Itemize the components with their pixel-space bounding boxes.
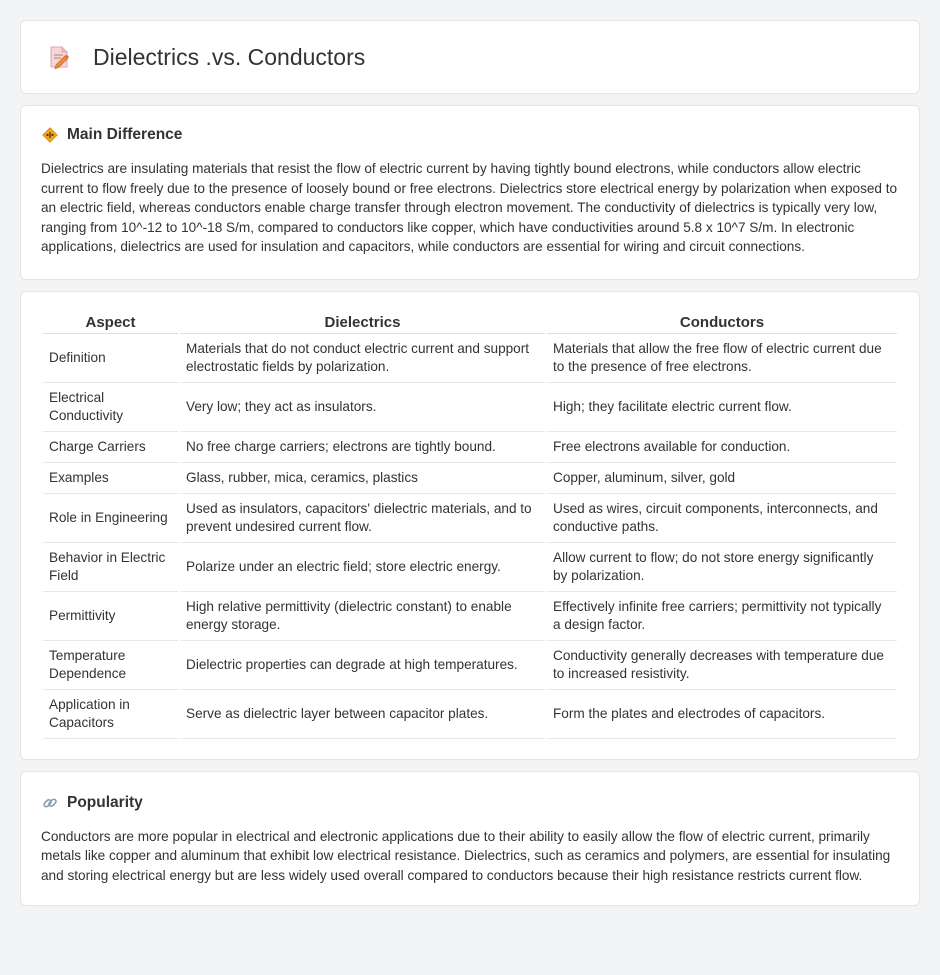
row-aspect: Definition — [43, 334, 178, 383]
row-conductors: Materials that allow the free flow of electric current due to the presence of free electrons. — [547, 334, 897, 383]
comparison-table — [41, 310, 899, 739]
row-dielectrics: Dielectric properties can degrade at high temperatures. — [180, 641, 545, 690]
row-aspect: Behavior in Electric Field — [43, 543, 178, 592]
row-dielectrics: Very low; they act as insulators. — [180, 383, 545, 432]
table-row — [43, 494, 897, 543]
table-row — [43, 641, 897, 690]
table-row — [43, 334, 897, 383]
header-conductors: Conductors — [547, 310, 897, 334]
row-aspect: Application in Capacitors — [43, 690, 178, 739]
header-aspect: Aspect — [43, 310, 178, 334]
row-conductors: Allow current to flow; do not store energy significantly by polarization. — [547, 543, 897, 592]
link-icon — [41, 794, 59, 812]
row-conductors: Used as wires, circuit components, interconnects, and conductive paths. — [547, 494, 897, 543]
main-difference-title: Main Difference — [67, 126, 183, 143]
popularity-text: Conductors are more popular in electrical and electronic applications due to their ability to easily allow the flow of electric current, primarily metals like copper and aluminum that exhibit low electrical resistance. Dielectrics, such as ceramics and polymers, are essential for insulating and storing electrical energy but are less widely used overall compared to conductors because their high resistance restricts current flow. — [41, 828, 891, 883]
table-row — [43, 690, 897, 739]
table-row — [43, 543, 897, 592]
header-dielectrics: Dielectrics — [180, 310, 545, 334]
comparison-table-card — [20, 291, 920, 760]
row-conductors: Form the plates and electrodes of capacitors. — [547, 690, 897, 739]
row-conductors: Copper, aluminum, silver, gold — [547, 463, 897, 494]
row-dielectrics: Materials that do not conduct electric current and support electrostatic fields by polarization. — [180, 334, 545, 383]
row-aspect: Permittivity — [43, 592, 178, 641]
row-dielectrics: Glass, rubber, mica, ceramics, plastics — [180, 463, 545, 494]
popularity-title: Popularity — [67, 793, 143, 811]
table-header-row — [43, 310, 897, 334]
row-conductors: Effectively infinite free carriers; permittivity not typically a design factor. — [547, 592, 897, 641]
row-aspect: Role in Engineering — [43, 494, 178, 543]
table-row — [43, 463, 897, 494]
page-title: Dielectrics .vs. Conductors — [93, 43, 366, 70]
row-dielectrics: Polarize under an electric field; store electric energy. — [180, 543, 545, 592]
row-aspect: Temperature Dependence — [43, 641, 178, 690]
main-difference-section — [20, 105, 920, 280]
row-dielectrics: Used as insulators, capacitors' dielectric materials, and to prevent undesired current flow. — [180, 494, 545, 543]
row-aspect: Electrical Conductivity — [43, 383, 178, 432]
row-aspect: Examples — [43, 463, 178, 494]
main-difference-text: Dielectrics are insulating materials that resist the flow of electric current by having tightly bound electrons, while conductors allow electric current to flow freely due to the presence of loosely bound or free electrons. Dielectrics store electrical energy by polarization when exposed to an electric field, whereas conductors enable charge transfer through electron movement. The conductivity of dielectrics is typically very low, ranging from 10^-12 to 10^-18 S/m, compared to conductors like copper, which have conductivities around 5.8 x 10^7 S/m. In electronic applications, dielectrics are used for insulation and capacitors, while conductors are essential for wiring and circuit connections. — [41, 161, 898, 254]
table-row — [43, 383, 897, 432]
table-row — [43, 432, 897, 463]
row-dielectrics: No free charge carriers; electrons are tightly bound. — [180, 432, 545, 463]
row-conductors: High; they facilitate electric current flow. — [547, 383, 897, 432]
row-dielectrics: Serve as dielectric layer between capacitor plates. — [180, 690, 545, 739]
popularity-section — [20, 771, 920, 907]
row-dielectrics: High relative permittivity (dielectric constant) to enable energy storage. — [180, 592, 545, 641]
header-card — [20, 20, 920, 94]
table-row — [43, 592, 897, 641]
document-pencil-icon — [45, 43, 73, 71]
diamond-sign-icon — [41, 126, 59, 144]
row-aspect: Charge Carriers — [43, 432, 178, 463]
row-conductors: Free electrons available for conduction. — [547, 432, 897, 463]
row-conductors: Conductivity generally decreases with temperature due to increased resistivity. — [547, 641, 897, 690]
